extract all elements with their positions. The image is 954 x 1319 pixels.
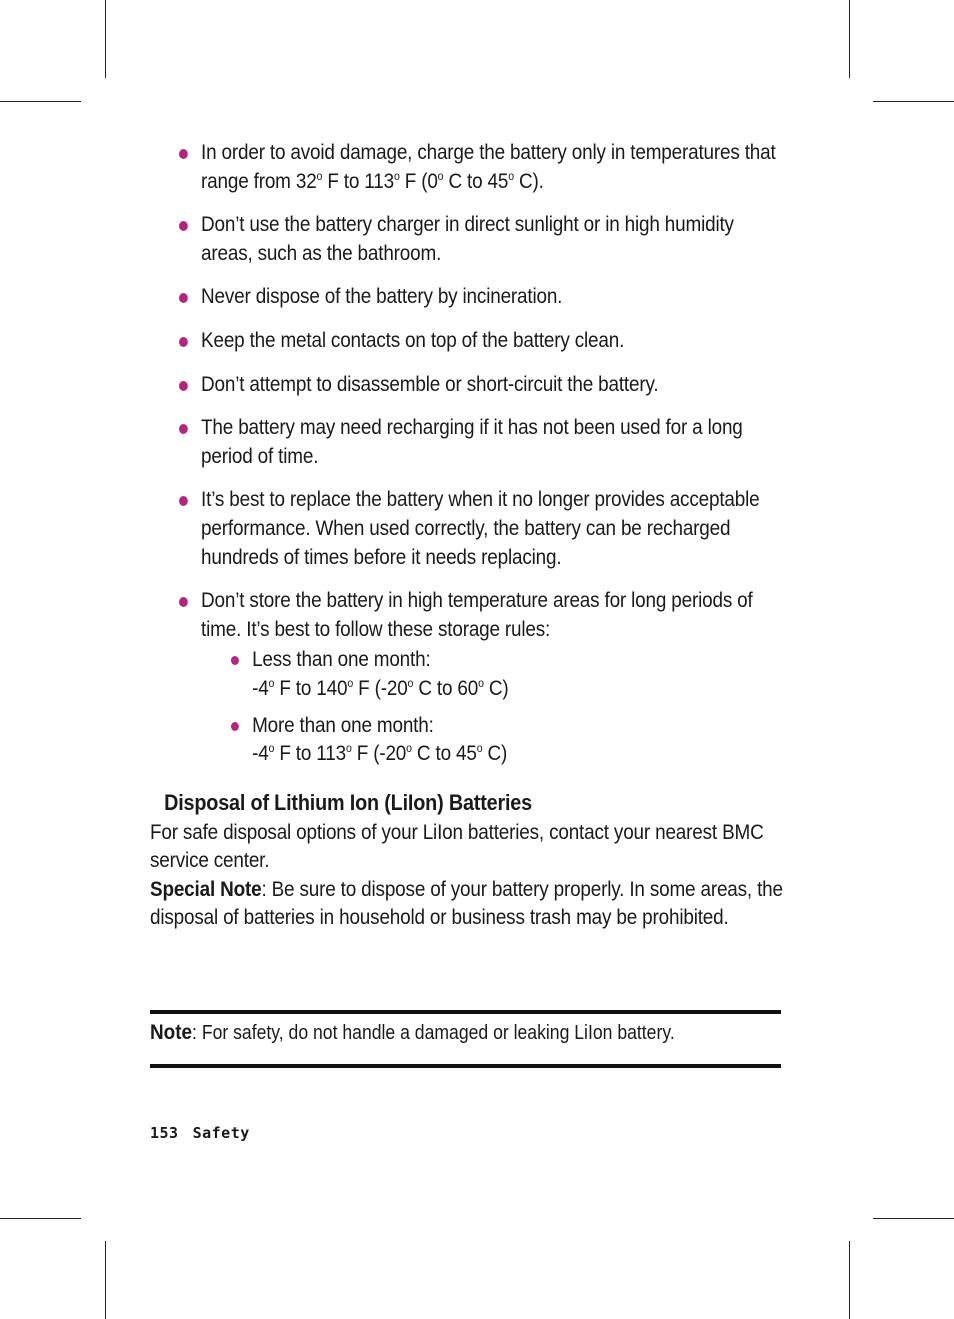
- page-content: [150, 138, 782, 932]
- bullet-icon: [179, 424, 188, 434]
- bullet-icon: [179, 496, 188, 506]
- storage-rule-range: -4$^o$ F to 113$^o$ F (-20$^o$ C to 45$^o$ C): [252, 740, 508, 766]
- bullet-text: In order to avoid damage, charge the battery only in temperatures that range from 32$^o$ F to 113$^o$ F (0$^o$ C to 45$^o$ C).: [201, 140, 776, 193]
- crop-mark: [849, 0, 850, 78]
- list-item: [150, 586, 784, 768]
- section-name: Safety: [192, 1124, 250, 1142]
- special-note-label: Special Note: [150, 876, 262, 901]
- crop-mark: [849, 1241, 850, 1319]
- bullet-text: The battery may need recharging if it has not been used for a long period of time.: [201, 415, 743, 468]
- bullet-icon: [179, 221, 188, 231]
- list-item: [150, 282, 784, 311]
- bullet-icon: [179, 149, 188, 159]
- page-number: 153: [150, 1124, 179, 1142]
- crop-mark: [105, 1241, 106, 1319]
- bullet-icon: [231, 722, 239, 731]
- list-item: [150, 370, 784, 399]
- list-item: [150, 210, 784, 267]
- text-block: [150, 138, 784, 932]
- bullet-text: Don’t attempt to disassemble or short-circuit the battery.: [201, 371, 659, 396]
- bullet-text: It’s best to replace the battery when it no longer provides acceptable performance. When used correctly, the battery can be recharged hundreds of times before it needs replacing.: [201, 487, 760, 569]
- list-item: [201, 711, 784, 768]
- storage-rule-label: More than one month:: [252, 712, 434, 737]
- bullet-text: Don’t store the battery in high temperature areas for long periods of time. It’s best to follow these storage rules:: [201, 588, 753, 641]
- list-item: [201, 645, 784, 702]
- note-text: : For safety, do not handle a damaged or leaking LiIon battery.: [192, 1022, 675, 1044]
- bullet-icon: [179, 381, 188, 391]
- crop-mark: [0, 101, 81, 102]
- safety-bullet-list: [150, 138, 784, 768]
- list-item: [150, 485, 784, 571]
- bullet-text: Keep the metal contacts on top of the battery clean.: [201, 327, 625, 352]
- bullet-text: Don’t use the battery charger in direct sunlight or in high humidity areas, such as the bathroom.: [201, 212, 734, 265]
- special-note-text: : Be sure to dispose of your battery properly. In some areas, the disposal of batteries in household or business trash may be prohibited.: [150, 876, 783, 930]
- bullet-icon: [179, 597, 188, 607]
- crop-mark: [873, 1218, 954, 1219]
- storage-rules-list: [201, 645, 784, 767]
- storage-rule-range: -4$^o$ F to 140$^o$ F (-20$^o$ C to 60$^o$ C): [252, 675, 509, 700]
- list-item: [150, 326, 784, 355]
- bullet-icon: [231, 656, 239, 665]
- bullet-icon: [179, 337, 188, 347]
- section-heading: Disposal of Lithium Ion (LiIon) Batteries: [164, 789, 532, 815]
- page-footer: [150, 1124, 264, 1142]
- list-item: [150, 138, 784, 195]
- crop-mark: [0, 1218, 81, 1219]
- note-box: [150, 1010, 781, 1068]
- note-label: Note: [150, 1020, 193, 1044]
- bullet-text: Never dispose of the battery by incineration.: [201, 284, 563, 309]
- storage-rule-label: Less than one month:: [252, 647, 431, 672]
- crop-mark: [105, 0, 106, 78]
- special-note-paragraph: [150, 875, 784, 932]
- note-text-line: [150, 1018, 675, 1047]
- list-item: [150, 413, 784, 470]
- crop-mark: [873, 101, 954, 102]
- disposal-paragraph: For safe disposal options of your LiIon batteries, contact your nearest BMC service center.: [150, 819, 764, 873]
- bullet-icon: [179, 293, 188, 303]
